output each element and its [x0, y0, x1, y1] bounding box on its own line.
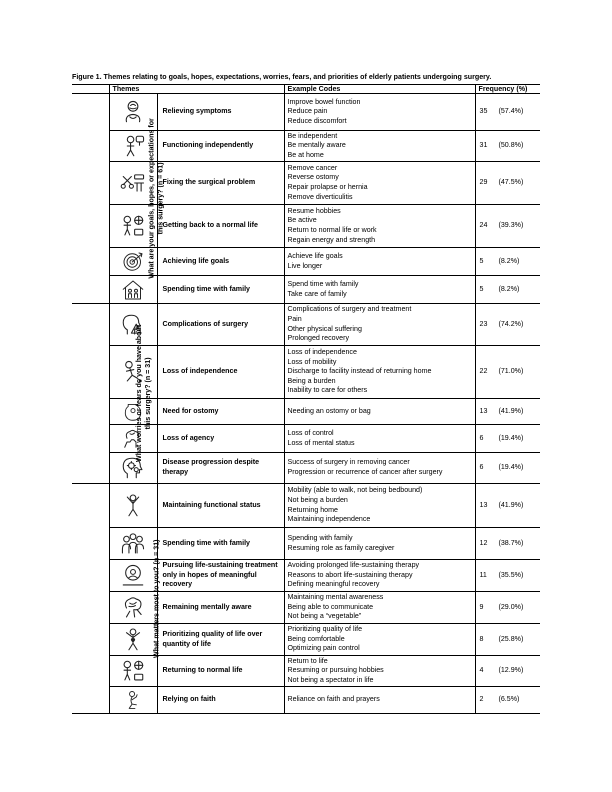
family-house-icon	[121, 278, 145, 302]
example-code: Maintaining mental awareness	[287, 593, 384, 602]
example-code: Returning home	[287, 505, 338, 514]
example-code: Achieve life goals	[287, 251, 343, 260]
example-code: Reduce discomfort	[287, 116, 347, 125]
frequency-count: 4	[479, 666, 484, 675]
example-codes	[284, 248, 475, 276]
frequency-cell	[475, 94, 540, 131]
frequency-count: 9	[479, 602, 484, 611]
example-code: Maintaining independence	[287, 515, 371, 524]
themes-header: Themes	[109, 85, 284, 94]
theme-name: Fixing the surgical problem	[157, 162, 284, 205]
theme-name: Functioning independently	[157, 131, 284, 162]
question-label: What are your goals, hopes, or expectations for this surgery? (n = 61)	[147, 118, 165, 279]
frequency-cell	[475, 687, 540, 714]
frequency-percent: (8.2%)	[498, 256, 520, 265]
icon-cell	[109, 656, 157, 687]
person-praying-icon	[122, 689, 145, 712]
theme-name: Maintaining functional status	[157, 484, 284, 528]
table-row	[72, 687, 540, 714]
frequency-percent: (41.9%)	[498, 406, 524, 415]
example-code: Defining meaningful recovery	[287, 580, 380, 589]
table-body	[72, 94, 540, 714]
example-code: Return to normal life or work	[287, 226, 377, 234]
table-row	[72, 248, 540, 276]
question-label: What matters most to you? (n = 31)	[152, 539, 161, 658]
example-code: Complications of surgery and treatment	[287, 305, 412, 314]
example-code: Spend time with family	[287, 279, 359, 288]
frequency-cell	[475, 346, 540, 399]
example-codes	[284, 624, 475, 656]
table-row	[72, 276, 540, 304]
example-code: Loss of mobility	[287, 357, 337, 366]
table-row	[72, 94, 540, 131]
example-codes	[284, 399, 475, 425]
frequency-percent: (57.4%)	[498, 107, 524, 116]
frequency-percent: (71.0%)	[498, 367, 524, 376]
category-header	[72, 85, 109, 94]
frequency-cell	[475, 453, 540, 484]
example-code: Prolonged recovery	[287, 334, 350, 343]
example-code: Optimizing pain control	[287, 644, 360, 653]
theme-name: Prioritizing quality of life over quantity of life	[157, 624, 284, 656]
example-code: Other physical suffering	[287, 324, 362, 333]
theme-name: Pursuing life-sustaining treatment only in hopes of meaningful recovery	[157, 560, 284, 592]
activities-icon	[120, 213, 146, 239]
theme-name: Relieving symptoms	[157, 94, 284, 131]
brain-gut-icon	[120, 99, 146, 125]
person-arms-up-icon	[120, 493, 146, 519]
frequency-count: 13	[479, 406, 488, 415]
frequency-cell	[475, 624, 540, 656]
icon-cell	[109, 560, 157, 592]
theme-name: Complications of surgery	[157, 304, 284, 346]
example-codes	[284, 453, 475, 484]
example-code: Reduce pain	[287, 107, 328, 116]
example-codes	[284, 162, 475, 205]
frequency-count: 23	[479, 319, 488, 328]
table-row	[72, 131, 540, 162]
example-code: Not being a burden	[287, 495, 348, 504]
example-code: Discharge to facility instead of returning home	[287, 367, 432, 376]
frequency-cell	[475, 276, 540, 304]
example-code: Regain energy and strength	[287, 235, 376, 244]
theme-name: Need for ostomy	[157, 399, 284, 425]
theme-name: Relying on faith	[157, 687, 284, 714]
question-category-cell	[72, 304, 153, 484]
frequency-cell	[475, 528, 540, 560]
frequency-percent: (38.7%)	[498, 538, 524, 547]
example-code: Needing an ostomy or bag	[287, 406, 371, 415]
frequency-percent: (19.4%)	[498, 463, 524, 472]
target-icon	[121, 250, 145, 274]
icon-cell	[109, 528, 157, 560]
frequency-count: 8	[479, 634, 484, 643]
table-row	[72, 484, 540, 528]
frequency-percent: (74.2%)	[498, 319, 524, 328]
frequency-percent: (41.9%)	[498, 500, 524, 509]
frequency-percent: (6.5%)	[498, 695, 520, 704]
example-code: Resume hobbies	[287, 206, 341, 215]
frequency-percent: (19.4%)	[498, 433, 524, 442]
example-codes	[284, 656, 475, 687]
example-codes	[284, 94, 475, 131]
example-code: Loss of control	[287, 428, 334, 437]
frequency-count: 31	[479, 141, 488, 150]
frequency-cell	[475, 484, 540, 528]
example-code: Not being a “vegetable”	[287, 612, 362, 621]
frequency-cell	[475, 399, 540, 425]
frequency-count: 5	[479, 284, 484, 293]
frequency-count: 2	[479, 695, 484, 704]
question-category-cell	[72, 484, 161, 714]
frequency-count: 12	[479, 538, 488, 547]
frequency-cell	[475, 425, 540, 453]
icon-cell	[109, 687, 157, 714]
icon-cell	[109, 592, 157, 624]
example-code: Being a burden	[287, 376, 336, 385]
frequency-count: 35	[479, 107, 488, 116]
frequency-cell	[475, 304, 540, 346]
frequency-cell	[475, 162, 540, 205]
example-codes	[284, 592, 475, 624]
example-code: Live longer	[287, 261, 323, 270]
example-codes	[284, 528, 475, 560]
icon-cell	[109, 484, 157, 528]
frequency-cell	[475, 131, 540, 162]
example-codes	[284, 425, 475, 453]
example-code: Spending with family	[287, 533, 353, 542]
frequency-count: 13	[479, 500, 488, 509]
example-code: Inability to care for others	[287, 386, 368, 395]
frequency-percent: (50.8%)	[498, 141, 524, 150]
family-group-icon	[120, 531, 146, 557]
table-row	[72, 304, 540, 346]
theme-name: Spending time with family	[157, 276, 284, 304]
frequency-count: 11	[479, 570, 487, 579]
table-header-row	[72, 85, 540, 94]
theme-name: Remaining mentally aware	[157, 592, 284, 624]
example-code: Repair prolapse or hernia	[287, 183, 368, 191]
example-code: Be at home	[287, 150, 324, 159]
figure-caption: Figure 1. Themes relating to goals, hopes, expectations, worries, fears, and priorities of elderly patients undergoing surgery.	[72, 73, 492, 81]
example-code: Take care of family	[287, 289, 347, 298]
person-thinking-icon	[120, 133, 146, 159]
example-codes	[284, 346, 475, 399]
theme-name: Spending time with family	[157, 528, 284, 560]
example-code: Reliance on faith and prayers	[287, 695, 380, 704]
frequency-percent: (39.3%)	[498, 221, 524, 230]
frequency-percent: (35.5%)	[498, 570, 524, 579]
frequency-count: 29	[479, 178, 488, 187]
example-code: Remove cancer	[287, 163, 338, 172]
question-category-cell	[72, 94, 165, 304]
frequency-cell	[475, 248, 540, 276]
surgical-tools-icon	[120, 170, 146, 196]
question-label: What worries or fears do you have about this surgery? (n = 31)	[135, 324, 153, 462]
table-row	[72, 560, 540, 592]
frequency-percent: (8.2%)	[498, 284, 520, 293]
themes-table	[72, 84, 540, 714]
example-codes	[284, 560, 475, 592]
theme-name: Loss of agency	[157, 425, 284, 453]
example-code: Being comfortable	[287, 634, 345, 643]
table-row	[72, 656, 540, 687]
example-codes	[284, 131, 475, 162]
example-code: Remove diverticulitis	[287, 192, 353, 201]
example-codes	[284, 205, 475, 248]
frequency-cell	[475, 656, 540, 687]
example-code: Be independent	[287, 131, 338, 140]
example-code: Being able to communicate	[287, 602, 374, 611]
life-support-icon	[120, 563, 146, 589]
table-row	[72, 205, 540, 248]
example-code: Reasons to abort life-sustaining therapy	[287, 570, 413, 579]
person-heart-icon	[120, 627, 146, 653]
example-code: Return to life	[287, 656, 328, 665]
codes-header: Example Codes	[284, 85, 475, 94]
example-codes	[284, 276, 475, 304]
table-row	[72, 162, 540, 205]
example-code: Be active	[287, 216, 317, 225]
frequency-percent: (12.9%)	[498, 666, 524, 675]
example-code: Loss of independence	[287, 348, 357, 357]
example-codes	[284, 687, 475, 714]
example-code: Prioritizing quality of life	[287, 625, 363, 634]
activities-icon	[120, 658, 146, 684]
frequency-count: 22	[479, 367, 488, 376]
theme-name: Disease progression despite therapy	[157, 453, 284, 484]
frequency-count: 24	[479, 221, 488, 230]
frequency-count: 6	[479, 463, 484, 472]
theme-name: Loss of independence	[157, 346, 284, 399]
example-code: Mobility (able to walk, not being bedbound)	[287, 486, 423, 495]
theme-name: Getting back to a normal life	[157, 205, 284, 248]
example-codes	[284, 484, 475, 528]
example-code: Success of surgery in removing cancer	[287, 458, 410, 467]
brain-network-icon	[120, 595, 146, 621]
example-code: Pain	[287, 314, 302, 323]
table-row	[72, 592, 540, 624]
frequency-header: Frequency (%)	[475, 85, 540, 94]
example-code: Resuming role as family caregiver	[287, 543, 395, 552]
example-code: Be mentally aware	[287, 141, 346, 150]
example-codes	[284, 304, 475, 346]
example-code: Loss of mental status	[287, 438, 355, 447]
table-row	[72, 528, 540, 560]
frequency-cell	[475, 560, 540, 592]
frequency-percent: (25.8%)	[498, 634, 524, 643]
frequency-percent: (47.5%)	[498, 178, 524, 187]
frequency-cell	[475, 592, 540, 624]
theme-name: Achieving life goals	[157, 248, 284, 276]
frequency-count: 6	[479, 433, 484, 442]
theme-name: Returning to normal life	[157, 656, 284, 687]
frequency-percent: (29.0%)	[498, 602, 524, 611]
icon-cell	[109, 624, 157, 656]
example-code: Avoiding prolonged life-sustaining therapy	[287, 561, 420, 570]
frequency-count: 5	[479, 256, 484, 265]
example-code: Reverse ostomy	[287, 173, 339, 182]
example-code: Not being a spectator in life	[287, 675, 374, 684]
example-code: Progression or recurrence of cancer after surgery	[287, 468, 443, 476]
example-code: Improve bowel function	[287, 97, 361, 106]
frequency-cell	[475, 205, 540, 248]
table-row	[72, 624, 540, 656]
example-code: Resuming or pursuing hobbies	[287, 666, 384, 675]
